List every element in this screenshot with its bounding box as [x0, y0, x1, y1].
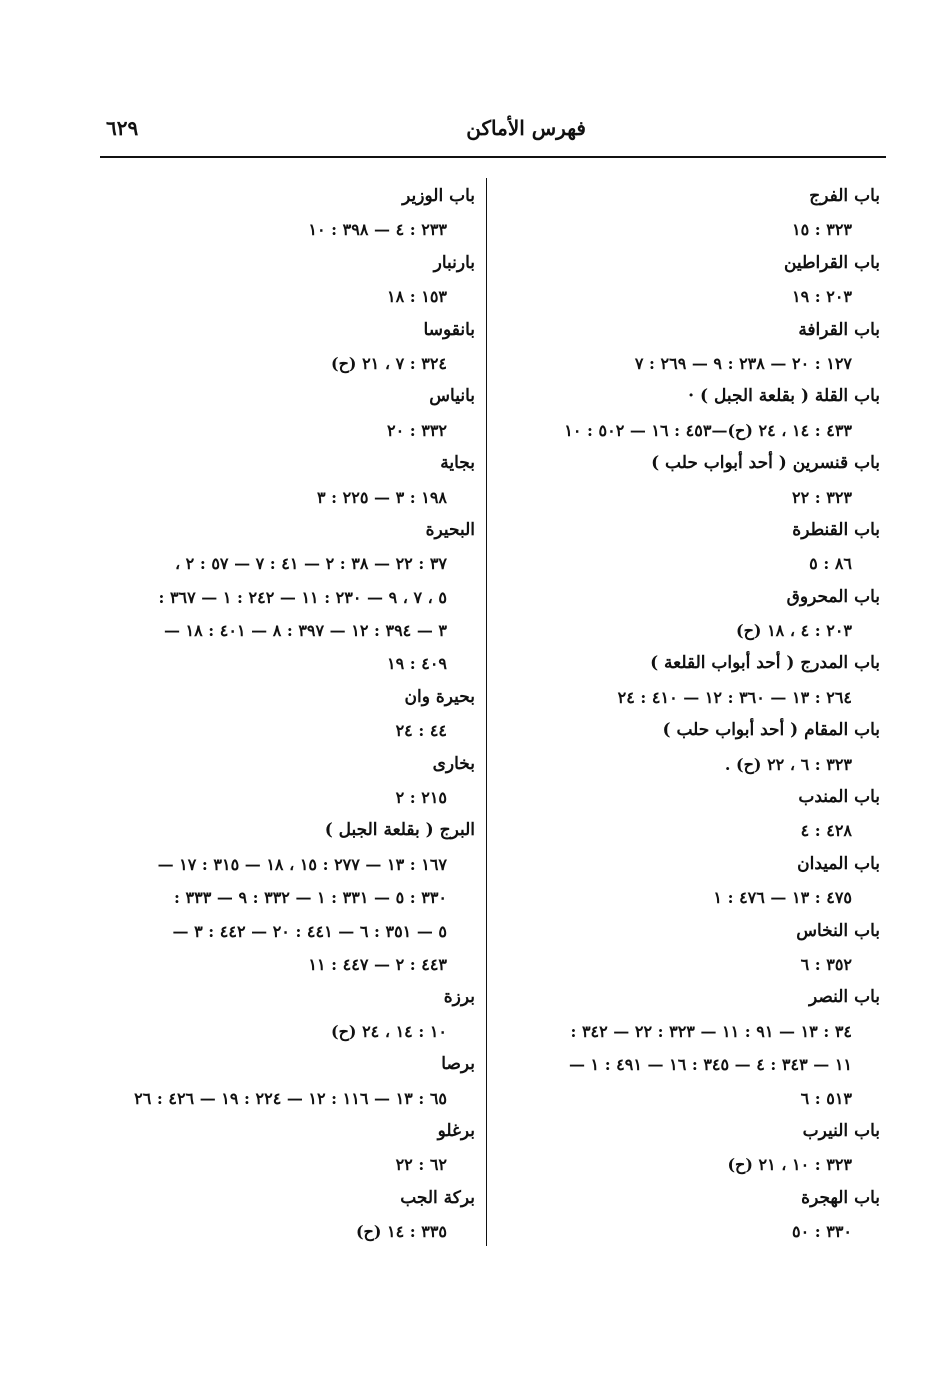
index-entry: [109, 981, 475, 1048]
place-name: بحيرة وان: [404, 686, 475, 707]
header-rule: [100, 156, 886, 158]
page-references: ٣٥٢ : ٦: [800, 954, 852, 974]
place-name: باب القلة ( بقلعة الجبل ) ·: [688, 386, 880, 407]
place-name: باب الهجرة: [801, 1187, 880, 1208]
page-number: ٦٢٩: [106, 116, 139, 140]
page-references: ٣٣٢ : ٢٠: [386, 420, 447, 440]
page-references: ٥١٣ : ٦: [800, 1088, 852, 1108]
index-entry: [518, 647, 880, 714]
index-entry: [518, 514, 880, 581]
index-entry: [518, 581, 880, 648]
place-name: باب المحروق: [786, 586, 880, 607]
place-name: باب قنسرين ( أحد أبواب حلب ): [651, 453, 880, 474]
page-references: ٤٣٣ : ١٤ ، ٢٤ (ح)—٤٥٣ : ١٦ — ٥٠٢ : ١٠: [564, 420, 852, 440]
page-references: ١٥٣ : ١٨: [386, 287, 447, 307]
place-name: باب القنطرة: [792, 519, 880, 540]
page-title: فهرس الأماكن: [466, 116, 586, 140]
place-name: باب المندب: [798, 787, 880, 808]
page-references: ٣٣٠ : ٥٠: [791, 1222, 852, 1242]
index-entry: [518, 247, 880, 314]
place-name: بانياس: [429, 386, 475, 407]
place-name: بخارى: [432, 753, 475, 774]
index-entry: [518, 714, 880, 781]
page-references: ٣٢٣ : ٦ ، ٢٢ (ح) .: [724, 754, 852, 774]
page-references: ٣٣٠ : ٥ — ٣٣١ : ١ — ٣٣٢ : ٩ — ٣٣٣ :: [174, 888, 447, 908]
place-name: باب المقام ( أحد أبواب حلب ): [662, 720, 880, 741]
place-name: البحيرة: [425, 519, 475, 540]
place-name: باب القرافة: [798, 319, 880, 340]
index-entry: [109, 180, 475, 247]
index-entry: [109, 681, 475, 748]
index-entry: [109, 247, 475, 314]
page-references: ٤٤٣ : ٢ — ٤٤٧ : ١١: [308, 954, 447, 974]
page-references: ٥ — ٣٥١ : ٦ — ٤٤١ : ٢٠ — ٤٤٢ : ٣ —: [172, 921, 447, 941]
page-references: ٣٤ : ١٣ — ٩١ : ١١ — ٣٢٣ : ٢٢ — ٣٤٢ :: [570, 1021, 852, 1041]
index-entry: [518, 981, 880, 1115]
page-references: ٣٢٣ : ١٠ ، ٢١ (ح): [727, 1155, 852, 1175]
index-entry: [518, 1182, 880, 1249]
place-name: البرج ( بقلعة الجبل ): [324, 820, 475, 841]
page-references: ١١ — ٣٤٣ : ٤ — ٣٤٥ : ١٦ — ٤٩١ : ١ —: [568, 1055, 852, 1075]
page-references: ١٦٧ : ١٣ — ٢٧٧ : ١٥ ، ١٨ — ٣١٥ : ١٧ —: [157, 854, 447, 874]
page-references: ٢١٥ : ٢: [395, 788, 447, 808]
index-entry: [109, 514, 475, 681]
place-name: باب الوزير: [402, 186, 475, 206]
page-references: ٦٥ : ١٣ — ١١٦ : ١٢ — ٢٢٤ : ١٩ — ٤٢٦ : ٢٦: [134, 1088, 447, 1108]
page-references: ١٠ : ١٤ ، ٢٤ (ح): [331, 1021, 447, 1041]
page-references: ٣٧ : ٢٢ — ٣٨ : ٢ — ٤١ : ٧ — ٥٧ : ٢ ،: [174, 554, 447, 574]
place-name: باب النصر: [809, 987, 880, 1008]
index-entry: [109, 814, 475, 981]
page-references: ٣ — ٣٩٤ : ١٢ — ٣٩٧ : ٨ — ٤٠١ : ١٨ —: [163, 621, 447, 641]
place-name: برزة: [443, 987, 475, 1008]
page-references: ٢٠٣ : ٤ ، ١٨ (ح): [736, 621, 852, 641]
index-entry: [109, 748, 475, 815]
index-entry: [518, 915, 880, 982]
index-entry: [518, 447, 880, 514]
index-entry: [518, 781, 880, 848]
index-entry: [109, 380, 475, 447]
index-entry: [109, 1048, 475, 1115]
page-references: ٤٢٨ : ٤: [800, 821, 852, 841]
page-references: ٣٣٥ : ١٤ (ح): [355, 1222, 447, 1242]
page-references: ٨٦ : ٥: [809, 554, 852, 574]
left-column: [109, 180, 475, 1249]
place-name: باب النخاس: [796, 920, 880, 941]
page-references: ٦٢ : ٢٢: [395, 1155, 447, 1175]
page-header: [100, 110, 886, 150]
place-name: بانقوسا: [423, 319, 475, 340]
page-references: ٣٢٤ : ٧ ، ٢١ (ح): [331, 353, 447, 373]
index-entry: [109, 314, 475, 381]
page-references: ٣٢٣ : ١٥: [791, 220, 852, 240]
index-entry: [518, 380, 880, 447]
right-column: [518, 180, 880, 1249]
page-references: ٢٦٤ : ١٣ — ٣٦٠ : ١٢ — ٤١٠ : ٢٤: [617, 687, 852, 707]
place-name: برصا: [441, 1054, 475, 1075]
index-entry: [109, 1182, 475, 1249]
index-entry: [109, 1115, 475, 1182]
place-name: باب المدرج ( أحد أبواب القلعة ): [650, 653, 880, 674]
place-name: بارنبار: [433, 252, 475, 273]
place-name: باب النيرب: [802, 1120, 880, 1141]
place-name: باب الميدان: [797, 853, 880, 874]
place-name: باب القراطين: [783, 252, 880, 273]
index-entry: [518, 1115, 880, 1182]
page-references: ٥ ، ٧ ، ٩ — ٢٣٠ : ١١ — ٢٤٢ : ١ — ٣٦٧ :: [158, 587, 447, 607]
index-entry: [109, 447, 475, 514]
page-references: ٤٧٥ : ١٣ — ٤٧٦ : ١: [713, 888, 852, 908]
page-references: ٤٠٩ : ١٩: [386, 654, 447, 674]
place-name: برغلو: [437, 1120, 475, 1141]
page-references: ٢٣٣ : ٤ — ٣٩٨ : ١٠: [308, 220, 447, 240]
page-references: ١٩٨ : ٣ — ٢٢٥ : ٣: [317, 487, 447, 507]
page-references: ٤٤ : ٢٤: [395, 721, 447, 741]
page-references: ٣٢٣ : ٢٢: [791, 487, 852, 507]
place-name: بركة الجب: [400, 1187, 475, 1208]
page-references: ١٢٧ : ٢٠ — ٢٣٨ : ٩ — ٢٦٩ : ٧: [634, 353, 852, 373]
page-references: ٢٠٣ : ١٩: [791, 287, 852, 307]
place-name: باب الفرج: [809, 186, 880, 206]
index-entry: [518, 314, 880, 381]
place-name: بجاية: [440, 453, 475, 474]
column-divider: [486, 178, 487, 1246]
index-entry: [518, 180, 880, 247]
index-entry: [518, 848, 880, 915]
